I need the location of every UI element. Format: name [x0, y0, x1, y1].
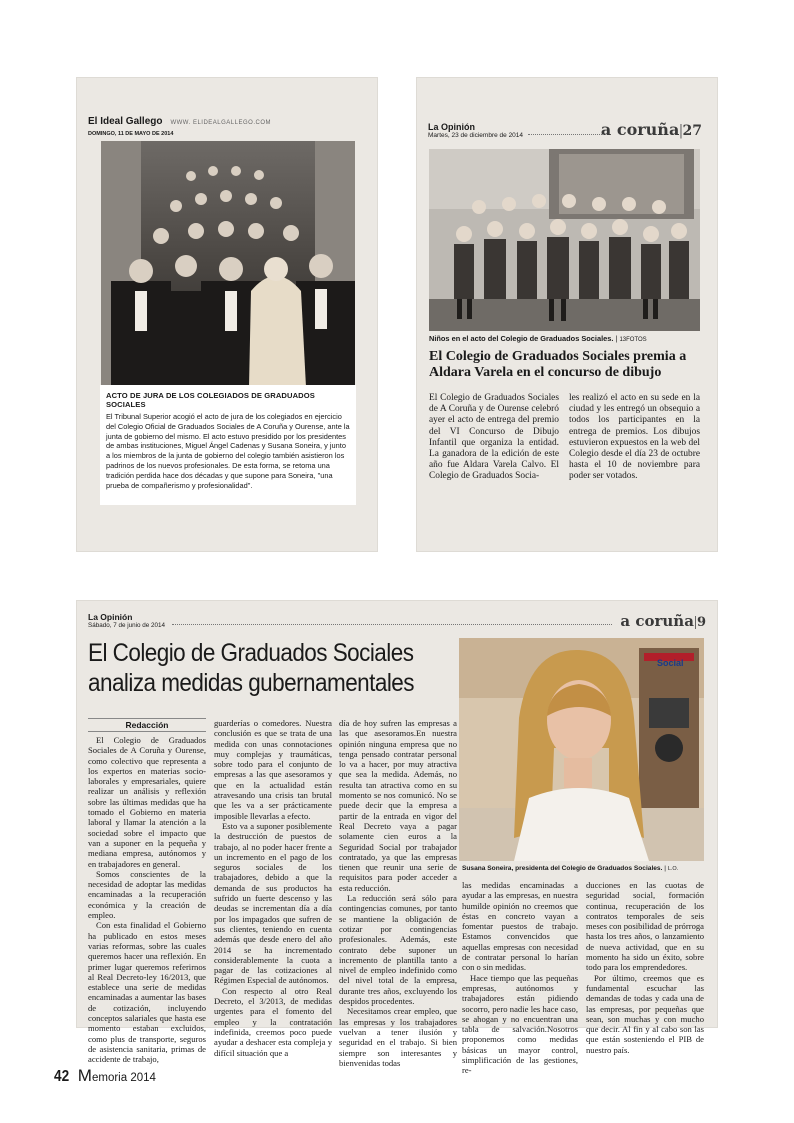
masthead [88, 612, 708, 632]
headline [88, 638, 468, 698]
section-name: a coruña [600, 120, 680, 139]
article-col-5 [586, 880, 704, 1055]
paper-name: La Opinión [88, 612, 133, 622]
article-col-1: El Colegio de Graduados Sociales de A Coruña y de Ourense celebró ayer el acto de entrega del premio del VI Concurso de Dibujo Infantil que organiza la entidad. La ganadora de la edición de este año fue Aldara Varela Calvo. El Colegio de Graduados Socia- [429, 393, 559, 482]
group-photo [101, 141, 355, 387]
photo-caption: Susana Soneira, presidenta del Colegio de Graduados Sociales. [462, 865, 663, 872]
photo-caption-row [462, 865, 702, 872]
footer-title-initial: M [77, 1066, 92, 1085]
masthead-rule [528, 134, 606, 135]
paragraph: Somos conscientes de la necesidad de adoptar las medidas encaminadas a la recuperación económica y la creación de empleo. [88, 868, 206, 921]
paper-date: Martes, 23 de diciembre de 2014 [428, 132, 524, 139]
masthead-rule [172, 624, 612, 625]
footer-title-rest: emoria 2014 [91, 1072, 156, 1084]
paragraph: La reducción será sólo para contingencias comunes, por tanto se mantiene la obligación de cotizar por contingencias profesionales. Además, este contrato debe suponer un incremento de plantilla tanto a nivel de empleo indefinido como del nivel total de la empresa, durante tres años, excluyendo los despidos procedentes. [339, 893, 457, 1007]
clipping-opinion-drawing [416, 77, 718, 552]
paper-name: El Ideal Gallego [88, 116, 163, 127]
caption-body: El Tribunal Superior acogió el acto de jura de los colegiados en ejercicio del Colegio Oficial de Graduados Sociales de A Coruña y Ourense, ante la junta de gobierno del mismo. El acto estuvo presidido por los presidentes de ambas instituciones, Miguel Ángel Cadenas y Susana Soneira, y junto a los miembros de la junta de gobierno del colegio también asistieron los padrinos de los nuevos profesionales. De esta forma, se retoma una tradición perdida hace dos décadas y que supone para Soneira, "una prueba de compañerismo y profesionalidad". [106, 412, 350, 490]
headline-line-1: El Colegio de Graduados Sociales [88, 639, 414, 667]
paragraph: Con respecto al otro Real Decreto, el 3/2013, de medidas urgentes para el fomento del empleo y la contratación indefinida, creemos poco puede ayudar a deshacer esta compleja y difícil situación que a [214, 985, 332, 1058]
paragraph: ducciones en las cuotas de seguridad social, formación continua, recuperación de los contratos temporales de seis meses con posibilidad de prórroga hasta los tres años, o lanzamiento de nueva actividad, que en su momento ha sido un éxito, sobre todo para los emprendedores. [586, 880, 704, 973]
footer-page-number: 42 [54, 1068, 70, 1085]
paragraph: guarderías o comedores. Nuestra conclusión es que se trata de una medida con unas connotaciones muy complejas y traumáticas, sobre todo para el conjunto de empresas a las que asesoramos y que en la actualidad están atravesando una crisis tan brutal que les va a ser prácticamente imposible llevarlas a efecto. [214, 718, 332, 821]
page-footer [54, 1066, 354, 1090]
headline: El Colegio de Graduados Sociales premia a Aldara Varela en el concurso de dibujo [429, 349, 687, 380]
section-header [620, 612, 706, 631]
paragraph: Hace tiempo que las pequeñas empresas, autónomos y trabajadores están pidiendo socorro, pero nadie les hace caso, se ahogan y no encuentran una tabla de salvación.Nosotros proponemos como medidas básicas un mayor control, simplificación de las gestiones, re- [462, 972, 578, 1076]
byline: Redacción [88, 718, 206, 732]
caption-separator: | [664, 865, 668, 872]
photo-caption: Niños en el acto del Colegio de Graduados Sociales. [429, 334, 614, 343]
paragraph: El Colegio de Graduados Sociales de A Coruña y Ourense, como colectivo que representa a los expertos en materias socio-laborales y empresariales, quiere realizar un análisis y reflexión sobre las últimas medidas que ha tomado el Gobierno en materia laboral y llamar la atención a la sociedad sobre el impacto que van a suponer en la pequeña y mediana empresa, autónomos y en trabajadores en general. [88, 735, 206, 869]
children-photo [429, 149, 700, 331]
paper-date: DOMINGO, 11 DE MAYO DE 2014 [88, 131, 174, 137]
paragraph: las medidas encaminadas a ayudar a las empresas, en nuestra humilde opinión no creemos que éstas en concreto vayan a fomentar puestos de trabajo. Estamos convencidos que aquellas empresas con necesidad de contratar personal lo harían con o sin medidas. [462, 880, 578, 973]
footer-title [78, 1068, 156, 1085]
photo-credit: 13FOTOS [619, 337, 647, 343]
section-header [601, 120, 702, 140]
masthead [428, 122, 708, 139]
caption-title: ACTO DE JURA DE LOS COLEGIADOS DE GRADUADOS SOCIALES [106, 391, 315, 409]
paper-date: Sábado, 7 de junio de 2014 [88, 622, 166, 629]
headline-line-2: analiza medidas gubernamentales [88, 669, 414, 697]
paper-name: La Opinión [428, 122, 475, 132]
section-divider: | [679, 122, 683, 139]
article-col-2: les realizó el acto en su sede en la ciudad y les entregó un obsequio a todos los participantes en la entrega de premios. Los dibujos estuvieron expuestos en la web del Colegio desde el día 23 de octubre hasta el 10 de noviembre para poder ser votados. [569, 393, 700, 482]
photo-credit: L.O. [667, 866, 679, 872]
svg-text:Social: Social [657, 658, 684, 668]
section-divider: | [693, 614, 697, 630]
photo-caption-row [429, 334, 700, 343]
article-col-2 [214, 718, 332, 1058]
paragraph: Con esta finalidad el Gobierno ha publicado en estos meses varias reformas, sobre las cuales queremos hacer una reflexión. En primer lugar queremos referirnos al Real Decreto-ley 16/2013, que establece una serie de medidas encaminadas a aumentar las bases de cotización, incluyendo conceptos salariales que hasta ese momento estaban excluidos, como plus de transporte, seguros de asistencia sanitaria, primas de accidente de trabajo, [88, 920, 206, 1065]
page-number: 9 [696, 615, 706, 630]
paragraph: Necesitamos crear empleo, que las empresas y los trabajadores vuelvan a tener ilusión y seguridad en el trabajo. Si bien siempre son interesantes y bienvenidas todas [339, 1006, 457, 1068]
paper-website: WWW. ELIDEALGALLEGO.COM [170, 120, 271, 126]
clipping-ideal-gallego [76, 77, 378, 552]
article-col-3 [339, 718, 457, 1068]
paragraph: Esto va a suponer posiblemente la destrucción de puestos de trabajo, al no poder hacer frente a un incremento en el pago de los seguros sociales de los trabajadores, debido a que la demanda de sus productos ha sufrido un fuerte descenso y las deudas se incrementan día a día por los impagados que sufren de sus clientes, teniendo en cuenta además que desde enero del año 2014 se ha incrementado considerablemente la cuota a pagar de las cotizaciones al Régimen Especial de autónomos. [214, 820, 332, 986]
paragraph: Por último, creemos que es fundamental escuchar las demandas de todas y cada una de las empresas, por pequeñas que sean, son muchas y con mucho que decir. Al fin y al cabo son las que están sosteniendo el PIB de nuestro país. [586, 972, 704, 1055]
paragraph: día de hoy sufren las empresas a las que asesoramos.En nuestra opinión ninguna empresa que no tenga pensado contratar personal lo va a hacer, por muy atractiva que sea la medida. Además, no resulta tan atractiva como en su momento se nos comunicó. No se puede decir que la empresa a partir de la entrada en vigor del Real Decreto vaya a pagar solamente cien euros a la Seguridad Social por trabajador contratado, ya que las empresas tienen que reunir una serie de requisitos para poder acceder a esta reducción. [339, 718, 457, 893]
masthead [88, 111, 368, 137]
article-col-1 [88, 735, 206, 1065]
portrait-photo [459, 638, 704, 861]
article-col-4 [462, 880, 578, 1076]
page-number: 27 [682, 123, 702, 139]
caption-box [100, 385, 356, 505]
clipping-opinion-article [76, 600, 718, 1076]
section-name: a coruña [620, 612, 694, 630]
caption-separator: | [615, 334, 620, 343]
